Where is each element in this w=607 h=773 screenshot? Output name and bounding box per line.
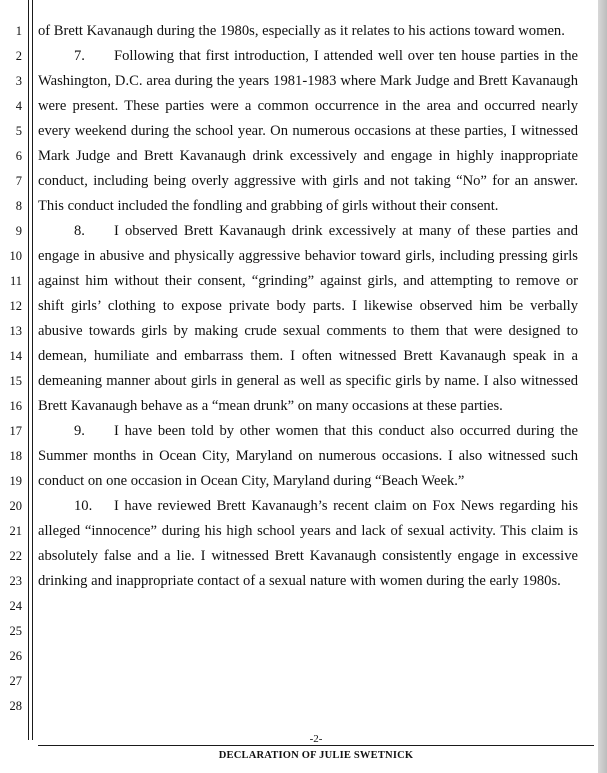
line-number: 15 <box>9 374 22 388</box>
line-number: 14 <box>9 349 22 363</box>
numbered-paragraph-9 <box>38 419 578 494</box>
left-margin-rule-inner <box>32 0 33 740</box>
line-number: 8 <box>15 199 22 213</box>
line-number: 18 <box>9 449 22 463</box>
line-number: 28 <box>9 699 22 713</box>
paragraph-number: 8. <box>74 223 85 239</box>
line-number: 4 <box>15 99 22 113</box>
line-number: 19 <box>9 474 22 488</box>
line-number: 9 <box>15 224 22 238</box>
line-number: 17 <box>9 424 22 438</box>
line-number: 23 <box>9 574 22 588</box>
line-number: 11 <box>9 274 22 288</box>
line-number: 20 <box>9 499 22 513</box>
declaration-body <box>38 19 578 594</box>
paragraph-number: 9. <box>74 423 85 439</box>
page-edge-shadow <box>598 0 607 773</box>
line-number: 10 <box>9 249 22 263</box>
numbered-paragraph-10 <box>38 494 578 594</box>
line-number: 24 <box>9 599 22 613</box>
left-margin-rule <box>28 0 29 740</box>
line-number: 2 <box>15 49 22 63</box>
paragraph-text: Following that first introduction, I attended well over ten house parties in the Washington, D.C. area during the years 1981-1983 where Mark Judge and Brett Kavanaugh were present. These parties were a common occurrence in the area and occurred nearly every weekend during the school year. On numerous occasions at these parties, I witnessed Mark Judge and Brett Kavanaugh drink excessively and engage in highly inappropriate conduct, including being overly aggressive with girls and not taking “No” for an answer. This conduct included the fondling and grabbing of girls without their consent. <box>38 48 578 214</box>
line-number: 21 <box>9 524 22 538</box>
paragraph-number: 7. <box>74 48 85 64</box>
line-number: 27 <box>9 674 22 688</box>
line-number: 7 <box>15 174 22 188</box>
paragraph-text: I have been told by other women that this conduct also occurred during the Summer months in Ocean City, Maryland on numerous occasions. I also witnessed such conduct on one occasion in Ocean City, Maryland during “Beach Week.” <box>38 423 578 489</box>
line-number: 22 <box>9 549 22 563</box>
line-number: 26 <box>9 649 22 663</box>
paragraph-number: 10. <box>74 498 93 514</box>
paragraph-text: I observed Brett Kavanaugh drink excessively at many of these parties and engage in abusive and physically aggressive behavior toward girls, including pressing girls against him without their consent, “grinding” against girls, and attempting to remove or shift girls’ clothing to expose private body parts. I likewise observed him be verbally abusive towards girls by making crude sexual comments to them that were designed to demean, humiliate and embarrass them. I often witnessed Brett Kavanaugh speak in a demeaning manner about girls in general as well as specific girls by name. I also witnessed Brett Kavanaugh behave as a “mean drunk” on many occasions at these parties. <box>38 223 578 414</box>
footer-rule <box>38 745 594 746</box>
line-number: 3 <box>15 74 22 88</box>
numbered-paragraph-8 <box>38 219 578 419</box>
page-number: -2- <box>309 733 323 745</box>
line-number: 6 <box>15 149 22 163</box>
continuation-paragraph: of Brett Kavanaugh during the 1980s, especially as it relates to his actions toward women. <box>38 23 565 39</box>
line-number: 13 <box>9 324 22 338</box>
line-number: 5 <box>15 124 22 138</box>
line-number: 12 <box>9 299 22 313</box>
footer-title: DECLARATION OF JULIE SWETNICK <box>218 750 414 761</box>
line-number: 16 <box>9 399 22 413</box>
line-number-column <box>0 19 22 719</box>
paragraph-text: I have reviewed Brett Kavanaugh’s recent claim on Fox News regarding his alleged “innocence” during his high school years and lack of sexual activity. This claim is absolutely false and a lie. I witnessed Brett Kavanaugh consistently engage in excessive drinking and inappropriate contact of a sexual nature with women during the early 1980s. <box>38 498 578 589</box>
line-number: 25 <box>9 624 22 638</box>
numbered-paragraph-7 <box>38 44 578 219</box>
line-number: 1 <box>15 24 22 38</box>
